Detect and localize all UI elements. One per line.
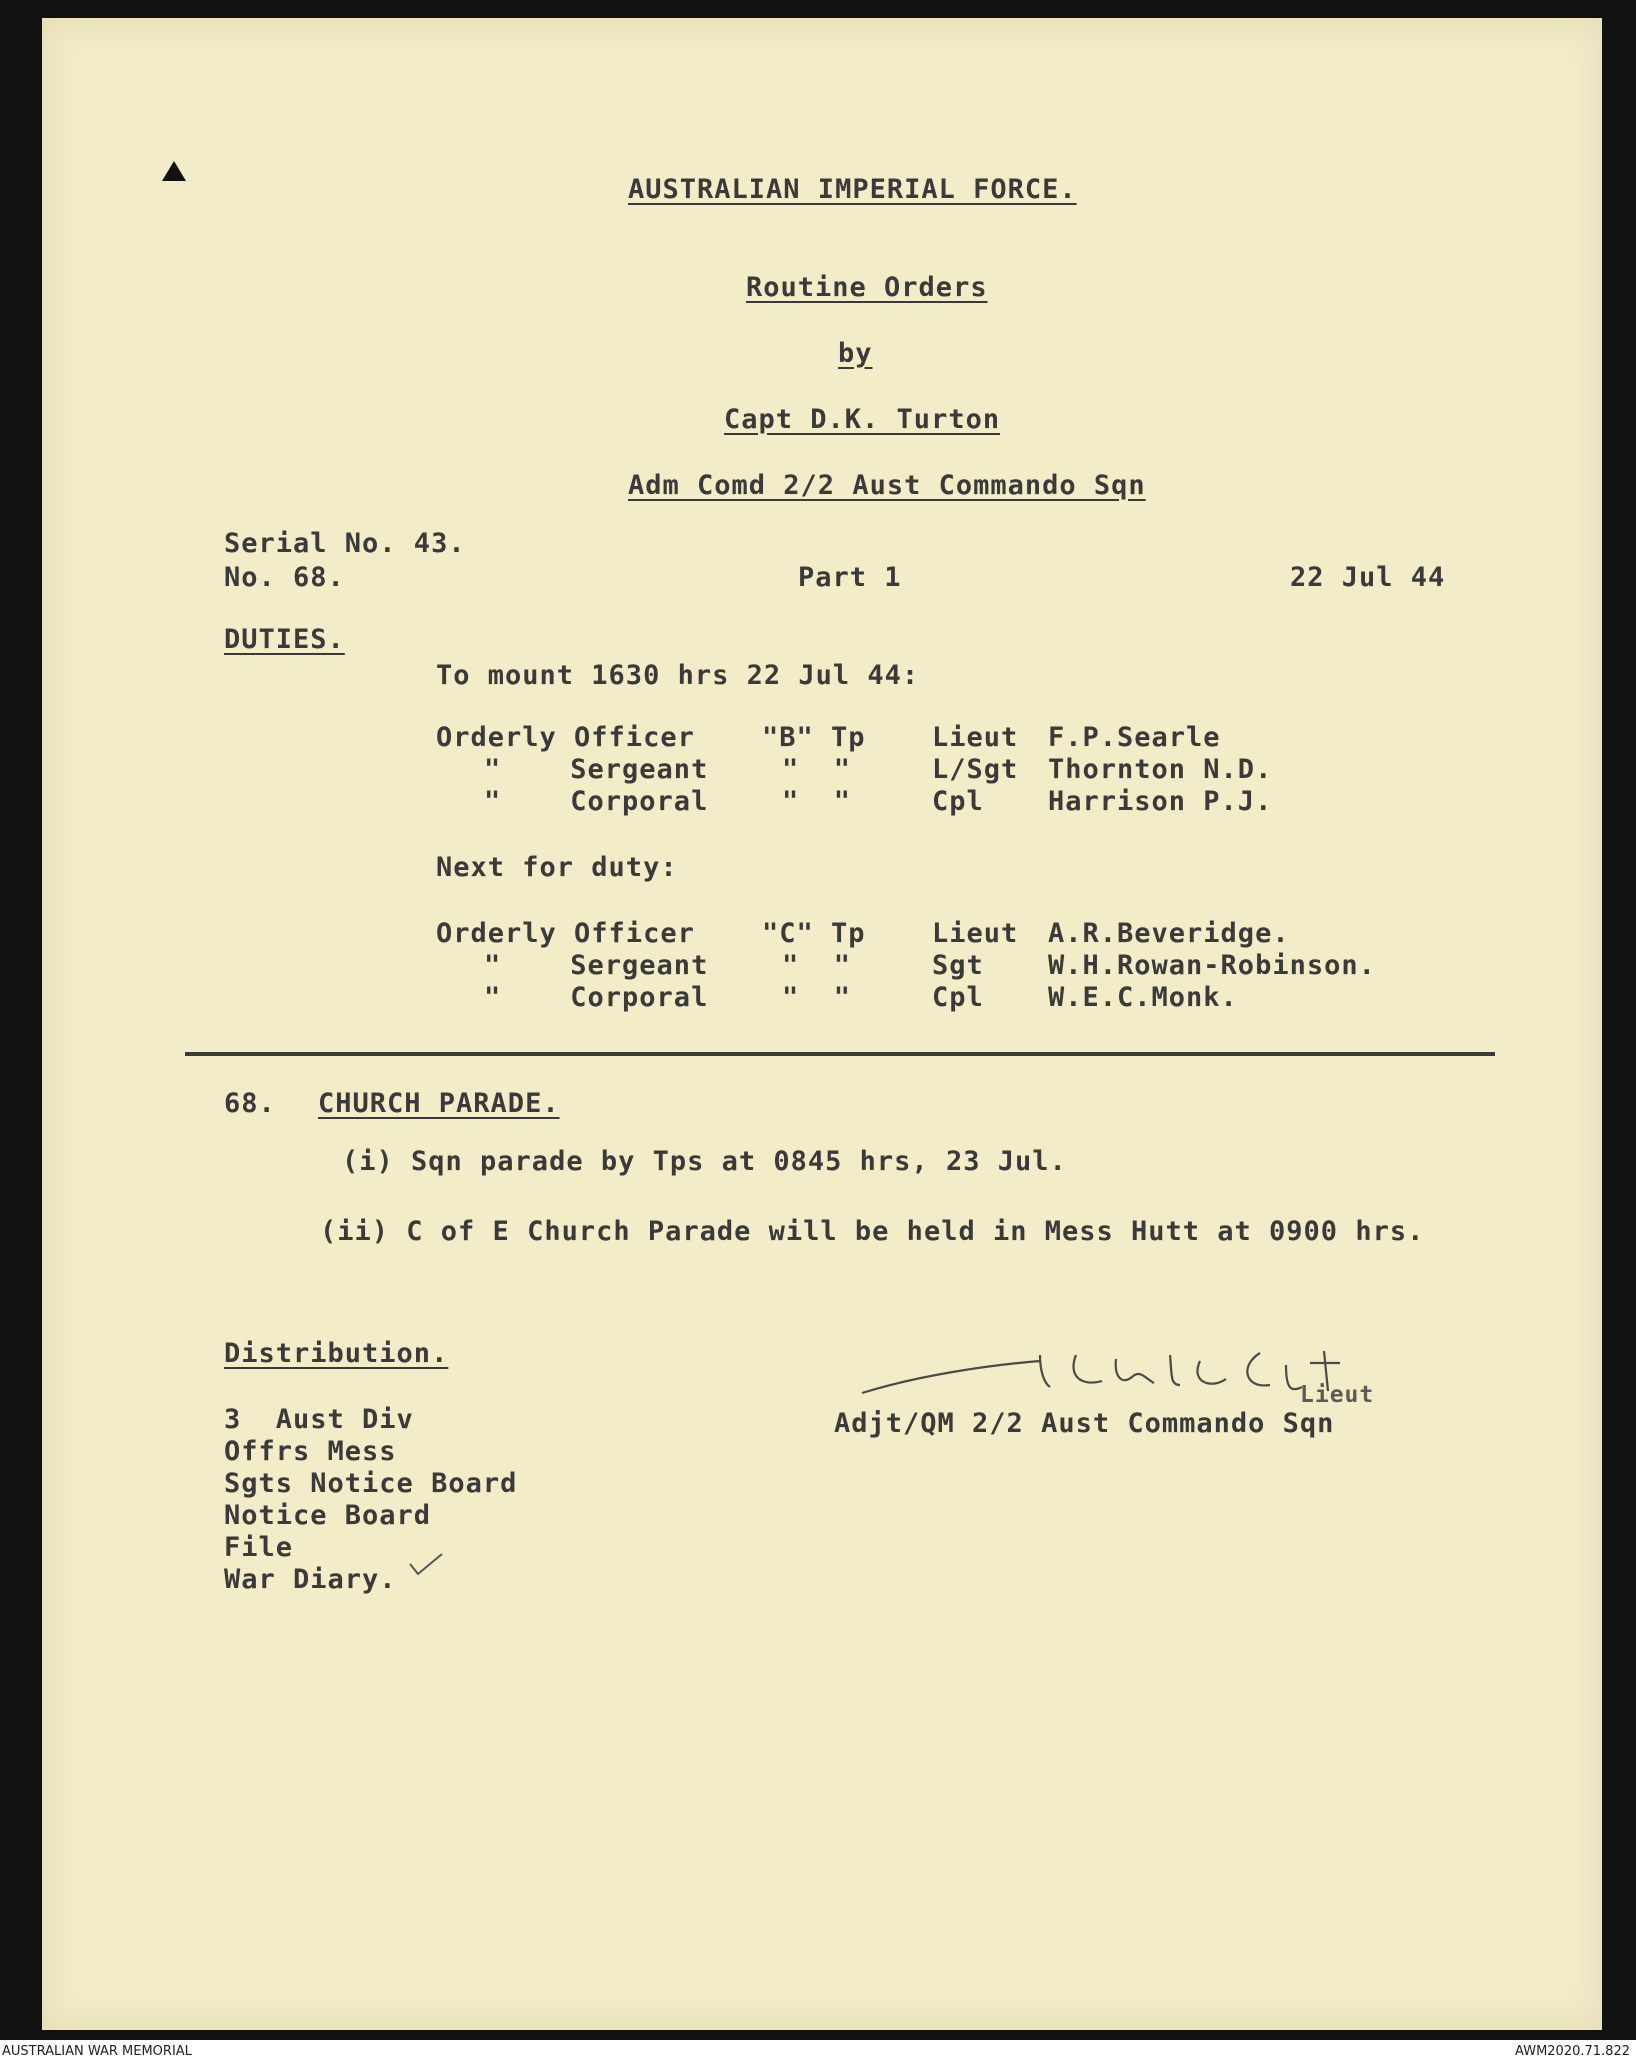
by-line: by bbox=[838, 338, 873, 369]
order-date: 22 Jul 44 bbox=[1290, 562, 1446, 593]
punch-hole-icon bbox=[162, 161, 186, 181]
part-number: Part 1 bbox=[798, 562, 902, 593]
duty-rank: Lieut bbox=[932, 722, 1019, 753]
list-item: File bbox=[224, 1532, 294, 1563]
signatory-block: Adjt/QM 2/2 Aust Commando Sqn bbox=[834, 1408, 1335, 1439]
author-line: Capt D.K. Turton bbox=[724, 404, 1001, 435]
unit-line: Adm Comd 2/2 Aust Commando Sqn bbox=[628, 470, 1146, 501]
duty-rank: Cpl bbox=[932, 786, 984, 817]
duty-name: Harrison P.J. bbox=[1048, 786, 1273, 817]
list-item: Offrs Mess bbox=[224, 1436, 397, 1467]
duty-rank: Cpl bbox=[932, 982, 984, 1013]
duty-troop: "C" Tp bbox=[762, 918, 866, 949]
duty-troop: " " bbox=[782, 950, 852, 981]
item-number: 68. bbox=[224, 1088, 276, 1119]
item-line-1: (i) Sqn parade by Tps at 0845 hrs, 23 Jul. bbox=[342, 1146, 1067, 1177]
section-divider bbox=[185, 1052, 1495, 1056]
duty-rank: Sgt bbox=[932, 950, 984, 981]
item-line-2: (ii) C of E Church Parade will be held in Mess Hutt at 0900 hrs. bbox=[320, 1216, 1425, 1247]
duty-troop: " " bbox=[782, 786, 852, 817]
footer-institution: AUSTRALIAN WAR MEMORIAL bbox=[2, 2044, 192, 2059]
duty-rank: Lieut bbox=[932, 918, 1019, 949]
duty-role: " Sergeant bbox=[484, 950, 709, 981]
list-item: Notice Board bbox=[224, 1500, 432, 1531]
duty-name: W.H.Rowan-Robinson. bbox=[1048, 950, 1376, 981]
duty-role: " Sergeant bbox=[484, 754, 709, 785]
signatory-rank: Lieut bbox=[1300, 1382, 1375, 1408]
serial-number: Serial No. 43. bbox=[224, 528, 466, 559]
duty-role: Orderly Officer bbox=[436, 722, 695, 753]
checkmark-icon bbox=[406, 1550, 446, 1580]
duty-troop: " " bbox=[782, 754, 852, 785]
list-item: 3 Aust Div bbox=[224, 1404, 414, 1435]
footer-accession: AWM2020.71.822 bbox=[1515, 2044, 1630, 2059]
duty-name: A.R.Beveridge. bbox=[1048, 918, 1290, 949]
duty-rank: L/Sgt bbox=[932, 754, 1019, 785]
list-item: War Diary. bbox=[224, 1564, 397, 1595]
duty-name: W.E.C.Monk. bbox=[1048, 982, 1238, 1013]
next-duty-heading: Next for duty: bbox=[436, 852, 678, 883]
paper-sheet bbox=[42, 18, 1602, 2030]
duties-heading: DUTIES. bbox=[224, 624, 345, 655]
duty-role: Orderly Officer bbox=[436, 918, 695, 949]
item-heading: CHURCH PARADE. bbox=[318, 1088, 560, 1119]
order-number: No. 68. bbox=[224, 562, 345, 593]
mount-line: To mount 1630 hrs 22 Jul 44: bbox=[436, 660, 920, 691]
document-title: Routine Orders bbox=[746, 272, 988, 303]
distribution-heading: Distribution. bbox=[224, 1338, 449, 1369]
duty-role: " Corporal bbox=[484, 786, 709, 817]
duty-troop: "B" Tp bbox=[762, 722, 866, 753]
force-heading: AUSTRALIAN IMPERIAL FORCE. bbox=[628, 174, 1077, 205]
duty-name: F.P.Searle bbox=[1048, 722, 1221, 753]
list-item: Sgts Notice Board bbox=[224, 1468, 518, 1499]
duty-troop: " " bbox=[782, 982, 852, 1013]
duty-name: Thornton N.D. bbox=[1048, 754, 1273, 785]
duty-role: " Corporal bbox=[484, 982, 709, 1013]
